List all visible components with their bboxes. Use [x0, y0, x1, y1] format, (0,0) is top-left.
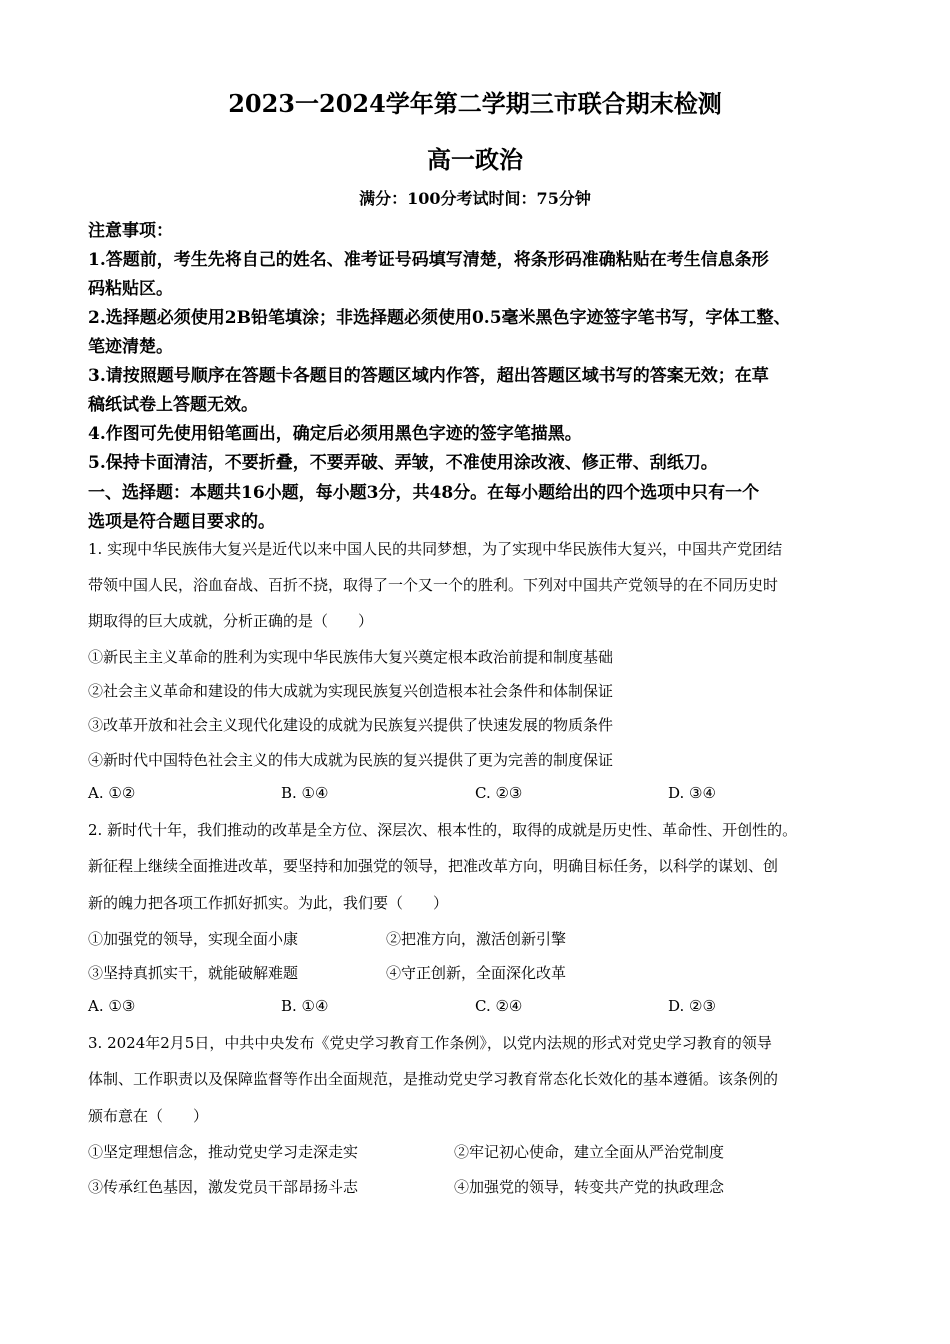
- question-statement: ③传承红色基因，激发党员干部昂扬斗志: [88, 1178, 359, 1196]
- option-b: B. ①④: [281, 997, 329, 1015]
- section-heading: 一、选择题：本题共16小题，每小题3分，共48分。在每小题给出的四个选项中只有一个: [88, 483, 760, 503]
- question-statement: ①加强党的领导，实现全面小康: [88, 930, 299, 948]
- question-statement: ②社会主义革命和建设的伟大成就为实现民族复兴创造根本社会条件和体制保证: [88, 682, 614, 700]
- option-c: C. ②④: [475, 997, 523, 1015]
- option-d: D. ②③: [668, 997, 716, 1015]
- exam-title: 2023一2024学年第二学期三市联合期末检测: [228, 89, 722, 118]
- option-a: A. ①②: [88, 784, 136, 802]
- question-stem: 3. 2024年2月5日，中共中央发布《党史学习教育工作条例》，以党内法规的形式对党史学习教育的领导: [88, 1034, 772, 1052]
- notice-line: 5.保持卡面清洁，不要折叠，不要弄破、弄皱，不准使用涂改液、修正带、刮纸刀。: [88, 453, 718, 473]
- question-statement: ④加强党的领导，转变共产党的执政理念: [454, 1178, 725, 1196]
- question-statement: ③坚持真抓实干，就能破解难题: [88, 964, 299, 982]
- notice-line: 笔迹清楚。: [88, 337, 173, 357]
- option-d: D. ③④: [668, 784, 716, 802]
- question-statement: ①坚定理想信念，推动党史学习走深走实: [88, 1143, 359, 1161]
- option-b: B. ①④: [281, 784, 329, 802]
- question-stem: 颁布意在（ ）: [88, 1107, 209, 1125]
- question-stem: 带领中国人民，浴血奋战、百折不挠，取得了一个又一个的胜利。下列对中国共产党领导的在不同历史时: [88, 576, 779, 594]
- notice-heading: 注意事项：: [88, 221, 173, 241]
- question-stem: 期取得的巨大成就，分析正确的是（ ）: [88, 612, 374, 630]
- question-stem: 新征程上继续全面推进改革，要坚持和加强党的领导，把准改革方向，明确目标任务，以科学的谋划、创: [88, 857, 779, 875]
- notice-line: 稿纸试卷上答题无效。: [88, 395, 258, 415]
- notice-line: 1.答题前，考生先将自己的姓名、准考证号码填写清楚，将条形码准确粘贴在考生信息条形: [88, 250, 769, 270]
- subject-title: 高一政治: [427, 145, 523, 174]
- question-statement: ②牢记初心使命，建立全面从严治党制度: [454, 1143, 725, 1161]
- question-statement: ②把准方向，激活创新引擎: [386, 930, 567, 948]
- notice-line: 4.作图可先使用铅笔画出，确定后必须用黑色字迹的签字笔描黑。: [88, 424, 582, 444]
- question-statement: ④守正创新，全面深化改革: [386, 964, 567, 982]
- notice-line: 3.请按照题号顺序在答题卡各题目的答题区域内作答，超出答题区域书写的答案无效；在草: [88, 366, 769, 386]
- question-statement: ①新民主主义革命的胜利为实现中华民族伟大复兴奠定根本政治前提和制度基础: [88, 648, 614, 666]
- question-statement: ③改革开放和社会主义现代化建设的成就为民族复兴提供了快速发展的物质条件: [88, 716, 614, 734]
- question-stem: 1. 实现中华民族伟大复兴是近代以来中国人民的共同梦想，为了实现中华民族伟大复兴，中国共产党团结: [88, 540, 783, 558]
- question-stem: 体制、工作职责以及保障监督等作出全面规范，是推动党史学习教育常态化长效化的基本遵循。该条例的: [88, 1070, 779, 1088]
- notice-line: 2.选择题必须使用2B铅笔填涂；非选择题必须使用0.5毫米黑色字迹签字笔书写，字体工整、: [88, 308, 791, 328]
- notice-line: 码粘贴区。: [88, 279, 173, 299]
- section-heading: 选项是符合题目要求的。: [88, 512, 275, 532]
- question-stem: 2. 新时代十年，我们推动的改革是全方位、深层次、根本性的，取得的成就是历史性、革命性、开创性的。: [88, 821, 798, 839]
- option-a: A. ①③: [88, 997, 136, 1015]
- question-stem: 新的魄力把各项工作抓好抓实。为此，我们要（ ）: [88, 894, 449, 912]
- exam-info: 满分：100分考试时间：75分钟: [359, 189, 591, 208]
- question-statement: ④新时代中国特色社会主义的伟大成就为民族的复兴提供了更为完善的制度保证: [88, 751, 614, 769]
- option-c: C. ②③: [475, 784, 523, 802]
